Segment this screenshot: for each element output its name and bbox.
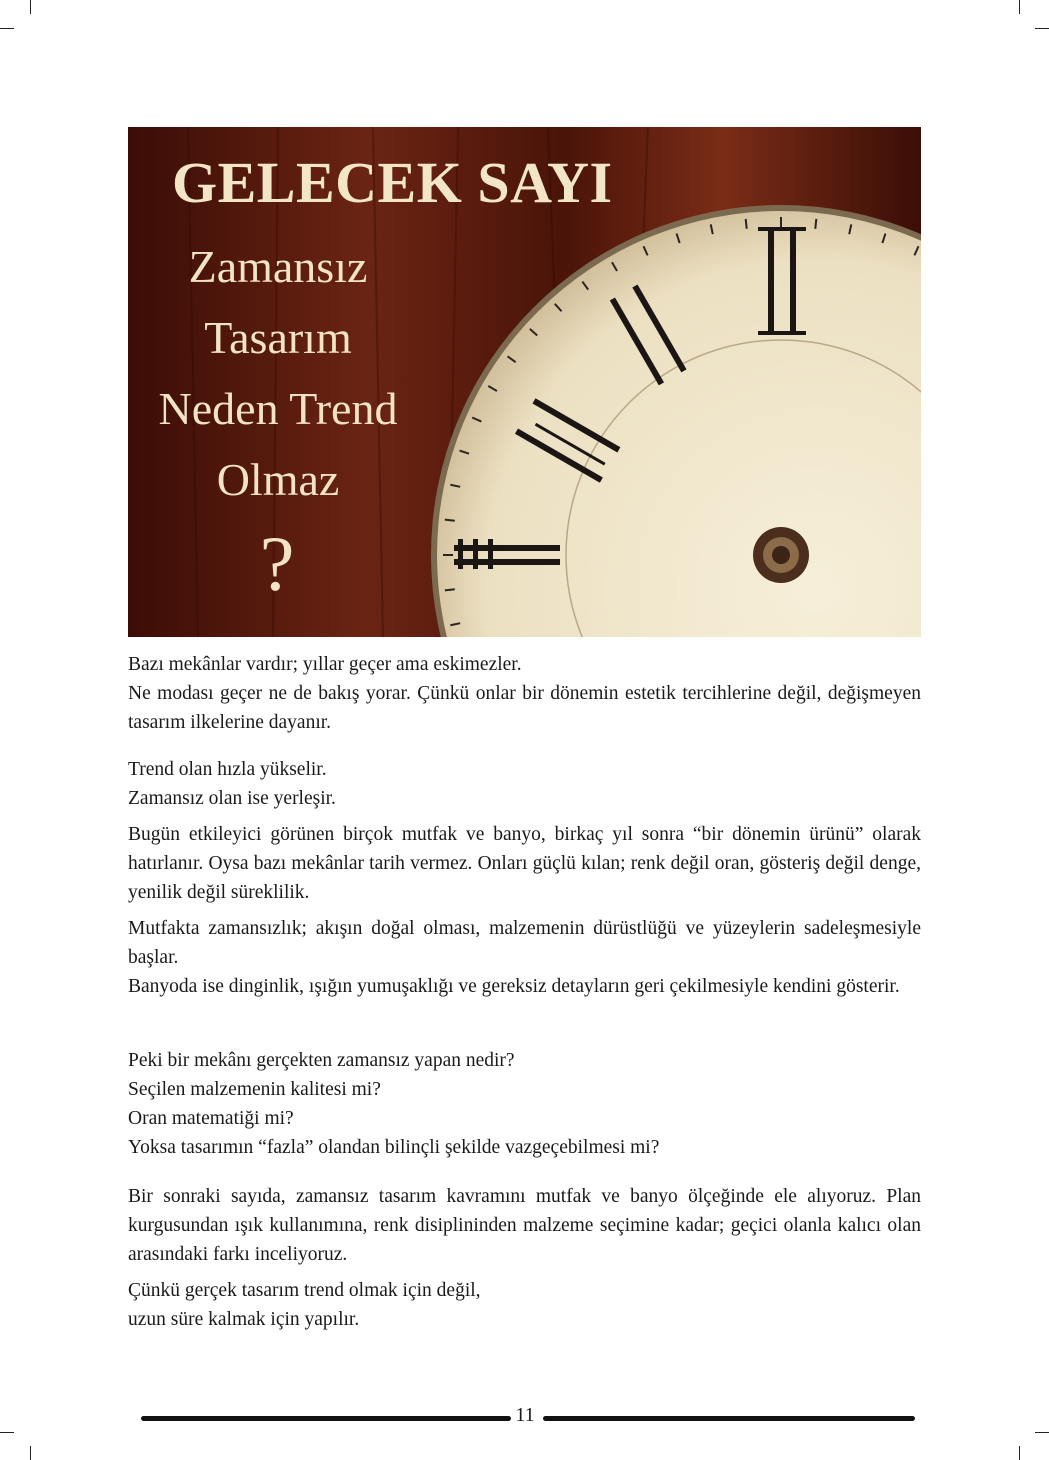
article-line: Banyoda ise dinginlik, ışığın yumuşaklığı ve gereksiz detayların geri çekilmesiyle kendini gösterir. (128, 976, 900, 997)
crop-mark (0, 28, 14, 29)
crop-mark (1019, 0, 1020, 14)
banner-subtitle-line: Zamansız (188, 241, 368, 292)
article-line: Seçilen malzemenin kalitesi mi? (128, 1079, 381, 1100)
article-line: Bugün etkileyici görünen birçok mutfak ve banyo, birkaç yıl sonra “bir dönemin ürünü” olarak hatırlanır. Oysa bazı mekânlar tarih vermez. Onları güçlü kılan; renk değil oran, gösteriş değil denge, yenilik değil süreklilik. (128, 824, 921, 903)
article-line: Çünkü gerçek tasarım trend olmak için değil, (128, 1280, 481, 1301)
article-line: Yoksa tasarımın “fazla” olandan bilinçli şekilde vazgeçebilmesi mi? (128, 1137, 660, 1158)
footer-rule-left (141, 1416, 511, 1421)
crop-mark (1035, 1432, 1049, 1433)
crop-mark (0, 1432, 14, 1433)
minute-tick (746, 219, 747, 229)
article-line: Ne modası geçer ne de bakış yorar. Çünkü onlar bir dönemin estetik tercihlerine değil, değişmeyen tasarım ilkelerine dayanır. (128, 683, 921, 733)
article-line: uzun süre kalmak için yapılır. (128, 1309, 360, 1330)
minute-tick (445, 589, 455, 590)
minute-tick (815, 219, 816, 229)
article-paragraph-1 (128, 650, 921, 737)
hero-banner (128, 127, 921, 637)
banner-subtitle (128, 231, 428, 515)
crop-mark (30, 0, 31, 14)
article-paragraph-5 (128, 1046, 921, 1162)
article-paragraph-7 (128, 1276, 921, 1334)
banner-subtitle-line: Olmaz (216, 454, 340, 505)
article-paragraph-3 (128, 820, 921, 907)
crop-mark (1035, 28, 1049, 29)
article-line: Oran matematiği mi? (128, 1108, 294, 1129)
article-paragraph-4 (128, 914, 921, 1001)
article-paragraph-2 (128, 755, 921, 813)
banner-title: GELECEK SAYI (172, 150, 613, 215)
article-line: Bir sonraki sayıda, zamansız tasarım kavramını mutfak ve banyo ölçeğinde ele alıyoruz. Plan kurgusundan ışık kullanımına, renk disiplininden malzeme seçimine kadar; geçici olanla kalıcı olan arasındaki farkı inceliyoruz. (128, 1186, 921, 1265)
article-paragraph-6 (128, 1182, 921, 1269)
footer-rule-right (543, 1416, 915, 1421)
article-line: Peki bir mekânı gerçekten zamansız yapan nedir? (128, 1050, 515, 1071)
page-number: 11 (515, 1404, 535, 1426)
crop-mark (30, 1446, 31, 1460)
banner-subtitle-line: Neden Trend (158, 383, 398, 434)
crop-mark (1019, 1446, 1020, 1460)
minute-tick (445, 520, 455, 521)
article-line: Trend olan hızla yükselir. (128, 759, 327, 780)
article-line: Zamansız olan ise yerleşir. (128, 788, 336, 809)
article-line: Bazı mekânlar vardır; yıllar geçer ama eskimezler. (128, 654, 522, 675)
banner-subtitle-line: Tasarım (204, 312, 352, 363)
article-line: Mutfakta zamansızlık; akışın doğal olması, malzemenin dürüstlüğü ve yüzeylerin sadeleşmesiyle başlar. (128, 918, 921, 968)
banner-question-mark: ? (259, 520, 295, 607)
